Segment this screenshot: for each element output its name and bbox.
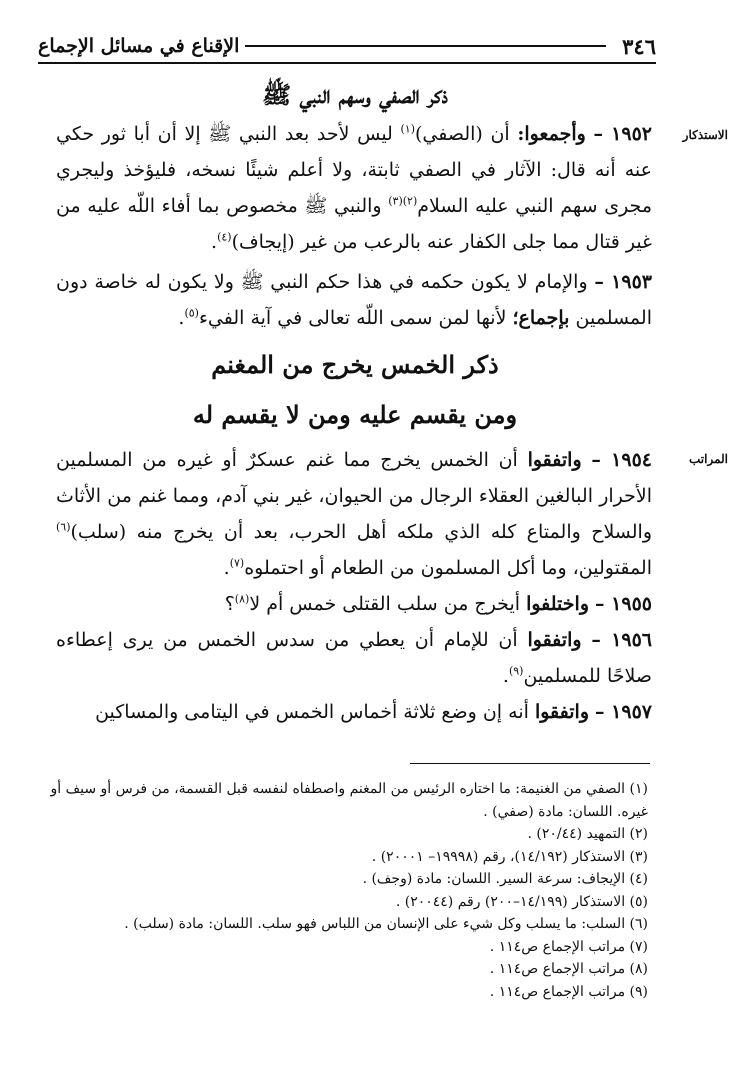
paragraph-text: أيخرج من سلب القتلى خمس أم لا — [249, 593, 521, 615]
section-heading-khums: ذكر الخمس يخرج من المغنم — [211, 350, 499, 379]
footnote-7: (٧) مراتب الإجماع ص١١٤ . — [489, 938, 648, 955]
paragraph-1953 — [56, 264, 652, 336]
footnote-ref[interactable]: (٧) — [229, 556, 245, 570]
footnote-separator — [410, 763, 650, 764]
footnote-9: (٩) مراتب الإجماع ص١١٤ . — [489, 983, 648, 1000]
paragraph-number: ١٩٥٢ – — [593, 123, 652, 145]
section-heading-safi: ذكر الصفي وسهم النبي ﷺ — [262, 80, 448, 109]
paragraph-keyword: واختلفوا — [526, 593, 589, 615]
footnote-ref[interactable]: (٢)(٣) — [388, 194, 418, 208]
paragraph-1955 — [56, 586, 652, 622]
paragraph-keyword: واتفقوا — [534, 701, 589, 723]
section2-body — [56, 442, 652, 730]
paragraph-text: المقتولين، وما أكل المسلمون من الطعام أو احتملوه — [244, 557, 652, 579]
footnote-3: (٣) الاستذكار (١٤/١٩٢)، رقم (١٩٩٩٨– ٢٠٠٠١) . — [371, 848, 648, 865]
page-number: ٣٤٦ — [622, 33, 656, 59]
footnote-1: (١) الصفي من الغنيمة: ما اختاره الرئيس من المغنم واصطفاه لنفسه قبل القسمة، من فرس أو سيف أو غيره. اللسان: مادة (صفي) . — [50, 781, 648, 820]
section-subheading-khums: ومن يقسم عليه ومن لا يقسم له — [192, 400, 518, 429]
paragraph-1956 — [56, 622, 652, 694]
footnote-2: (٢) التمهيد (٢٠/٤٤) . — [527, 826, 648, 842]
footnote-ref[interactable]: (٥) — [184, 306, 199, 320]
book-title: الإقناع في مسائل الإجماع — [38, 35, 240, 57]
paragraph-text: . — [223, 557, 230, 579]
paragraph-text: أن للإمام أن يعطي من سدس الخمس من يرى إعطاءه صلاحًا للمسلمين — [56, 629, 652, 687]
paragraph-text: ؟ — [224, 593, 235, 615]
footnote-ref[interactable]: (٩) — [508, 664, 524, 678]
paragraph-number: ١٩٥٤ – — [591, 449, 652, 471]
margin-note-maratib: المراتب — [688, 452, 728, 466]
section1-body — [56, 116, 652, 336]
paragraph-text: أنه إن وضع ثلاثة أخماس الخمس في اليتامى والمساكين — [95, 701, 529, 723]
paragraph-keyword: واتفقوا — [527, 629, 582, 651]
footnote-5: (٥) الاستذكار (١٤/١٩٩–٢٠٠) رقم (٢٠٠٤٤) . — [395, 893, 648, 910]
paragraph-text: لأنها لمن سمى اللّه تعالى في آية الفيء — [198, 307, 507, 329]
footnote-ref[interactable]: (٤) — [217, 230, 232, 244]
paragraph-text: والإمام لا يكون حكمه في هذا حكم النبي ﷺ ولا يكون له خاصة دون المسلمين — [56, 271, 652, 329]
footnote-ref[interactable]: (٦) — [56, 520, 71, 534]
paragraph-text: والنبي ﷺ مخصوص بما أفاء اللّه عليه من غير قتال مما جلى الكفار عنه بالرعب من غير (إيجاف) — [56, 195, 652, 253]
footnote-8: (٨) مراتب الإجماع ص١١٤ . — [489, 961, 648, 977]
paragraph-keyword: واتفقوا — [527, 449, 582, 471]
paragraph-text: أن (الصفي) — [415, 123, 510, 145]
paragraph-text: . — [502, 665, 509, 687]
paragraph-1957 — [56, 694, 652, 730]
footnotes — [48, 778, 648, 1003]
paragraph-text: . — [211, 231, 218, 253]
paragraph-keyword: وأجمعوا: — [517, 123, 586, 145]
paragraph-number: ١٩٥٦ – — [591, 629, 653, 651]
paragraph-text: ليس لأحد بعد النبي ﷺ إلا أن أبا ثور حكي عنه أنه قال: الآثار في الصفي ثابتة، ولا أعلم شيئًا نسخه، فليؤخذ وليجري مجرى سهم النبي عليه السلام — [56, 123, 652, 217]
paragraph-number: ١٩٥٣ – — [594, 271, 652, 293]
paragraph-number: ١٩٥٧ – — [595, 701, 652, 723]
running-header — [38, 30, 656, 64]
paragraph-1952 — [56, 116, 652, 260]
paragraph-1954 — [56, 442, 652, 586]
paragraph-text: . — [178, 307, 185, 329]
footnote-6: (٦) السلب: ما يسلب وكل شيء على الإنسان من اللباس فهو سلب. اللسان: مادة (سلب) . — [124, 916, 648, 932]
paragraph-keyword: بإجماع؛ — [512, 307, 570, 329]
footnote-4: (٤) الإيجاف: سرعة السير. اللسان: مادة (وجف) . — [362, 871, 648, 887]
paragraph-number: ١٩٥٥ – — [595, 593, 652, 615]
footnote-ref[interactable]: (٨) — [234, 592, 250, 606]
footnote-ref[interactable]: (١) — [400, 122, 415, 136]
margin-note-istidhkar: الاستذكار — [682, 128, 728, 142]
header-rule — [245, 45, 606, 47]
paragraph-text: أن الخمس يخرج مما غنم عسكرٌ أو غيره من المسلمين الأحرار البالغين العقلاء الرجال من الحيوان، غير بني آدم، ومما غنم من الأثاث والسلاح والمتاع كله الذي ملكه أهل الحرب، بعد أن يخرج منه (سلب) — [56, 449, 652, 543]
